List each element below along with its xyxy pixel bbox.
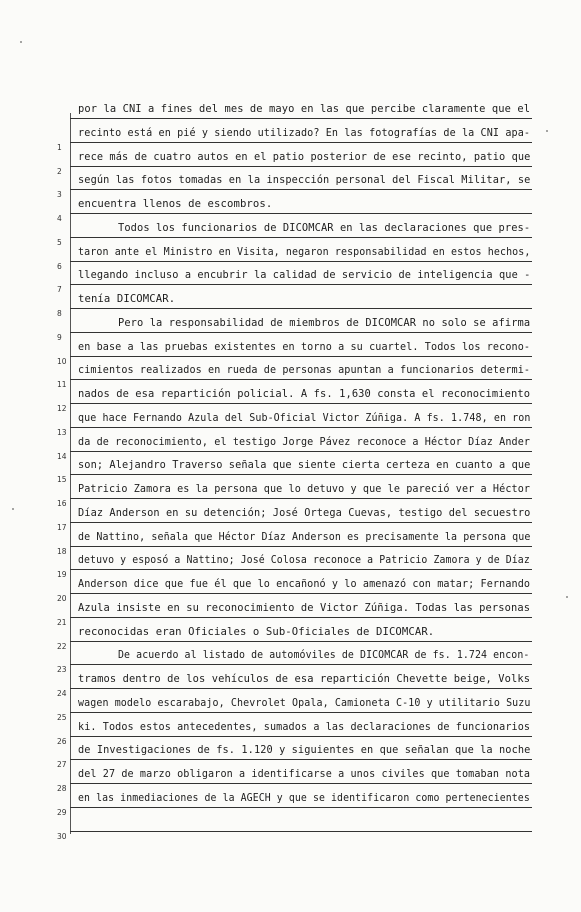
line-text: rece más de cuatro autos en el patio posterior de ese recinto, patio que xyxy=(78,150,531,163)
line-text: según las fotos tomadas en la inspección personal del Fiscal Militar, se xyxy=(78,174,531,187)
line-text: reconocidas eran Oficiales o Sub-Oficiales de DICOMCAR. xyxy=(78,625,435,638)
line-number: 20 xyxy=(57,594,67,603)
line-number: 24 xyxy=(57,689,67,698)
paper-speck xyxy=(566,596,568,598)
line-text: en base a las pruebas existentes en torno a su cuartel. Todos los recono- xyxy=(78,340,531,353)
document-line xyxy=(70,213,532,238)
document-line xyxy=(70,332,532,357)
line-text: Todos los funcionarios de DICOMCAR en las declaraciones que pres- xyxy=(118,221,531,234)
line-number: 14 xyxy=(57,451,67,461)
document-line xyxy=(70,379,532,404)
line-number: 1 xyxy=(57,142,62,152)
line-number: 11 xyxy=(57,380,67,390)
line-number: 21 xyxy=(57,617,67,627)
line-text: da de reconocimiento, el testigo Jorge Pávez reconoce a Héctor Díaz Ander xyxy=(78,435,531,448)
line-number: 12 xyxy=(57,404,67,413)
paper-speck xyxy=(12,508,14,510)
document-line xyxy=(70,593,532,618)
document-line xyxy=(70,355,532,380)
document-line xyxy=(70,260,532,285)
document-line xyxy=(70,165,532,190)
line-text: taron ante el Ministro en Visita, negaron responsabilidad en estos hechos, xyxy=(78,245,531,258)
line-text: de Investigaciones de fs. 1.120 y siguientes en que señalan que la noche xyxy=(78,744,531,757)
document-line xyxy=(70,783,532,808)
line-text: que hace Fernando Azula del Sub-Oficial Victor Zúñiga. A fs. 1.748, en ron xyxy=(78,411,531,424)
line-number: 25 xyxy=(57,712,67,722)
line-number: 5 xyxy=(57,237,62,247)
line-number: 7 xyxy=(57,285,62,295)
line-number: 29 xyxy=(57,807,67,817)
line-text: encuentra llenos de escombros. xyxy=(78,198,273,210)
document-line xyxy=(70,640,532,665)
document-line xyxy=(70,284,532,309)
line-number: 9 xyxy=(57,332,62,342)
line-number: 18 xyxy=(57,546,67,556)
line-text: recinto está en pié y siendo utilizado? En las fotografías de la CNI apa- xyxy=(78,126,531,139)
line-number: 22 xyxy=(57,641,67,651)
line-text: tramos dentro de los vehículos de esa repartición Chevette beige, Volks xyxy=(78,673,531,685)
line-text: en las inmediaciones de la AGECH y que se identificaron como pertenecientes xyxy=(78,791,530,804)
document-line xyxy=(70,807,532,832)
line-number: 8 xyxy=(57,309,62,318)
line-text: De acuerdo al listado de automóviles de DICOMCAR de fs. 1.724 encon- xyxy=(118,649,530,662)
document-line xyxy=(70,735,532,760)
document-line xyxy=(70,118,532,143)
line-number: 26 xyxy=(57,736,67,746)
document-line xyxy=(70,498,532,523)
document-line xyxy=(70,664,532,689)
document-line xyxy=(70,759,532,784)
line-text: Azula insiste en su reconocimiento de Victor Zúñiga. Todas las personas xyxy=(78,601,531,614)
line-number: 23 xyxy=(57,665,67,675)
line-text: Pero la responsabilidad de miembros de DICOMCAR no solo se afirma xyxy=(118,316,531,329)
line-number: 27 xyxy=(57,760,67,770)
document-line xyxy=(70,688,532,713)
document-line xyxy=(70,189,532,214)
line-number: 3 xyxy=(57,190,62,200)
document-line xyxy=(70,569,532,594)
line-number: 28 xyxy=(57,784,67,793)
document-line xyxy=(70,237,532,262)
line-number: 13 xyxy=(57,427,67,437)
line-text: Anderson dice que fue él que lo encañonó y lo amenazó con matar; Fernando xyxy=(78,578,531,590)
document-line xyxy=(70,450,532,475)
line-text: ki. Todos estos antecedentes, sumados a las declaraciones de funcionarios xyxy=(78,720,531,733)
document-line xyxy=(70,94,532,119)
document-line xyxy=(70,403,532,428)
document-line xyxy=(70,427,532,452)
line-text: wagen modelo escarabajo, Chevrolet Opala, Camioneta C-10 y utilitario Suzu xyxy=(78,696,531,709)
line-number: 4 xyxy=(57,214,62,223)
document-line xyxy=(70,712,532,737)
line-text: de Nattino, señala que Héctor Díaz Anderson es precisamente la persona que xyxy=(78,530,531,543)
line-text: Díaz Anderson en su detención; José Ortega Cuevas, testigo del secuestro xyxy=(78,506,531,519)
line-text: llegando incluso a encubrir la calidad de servicio de inteligencia que - xyxy=(78,269,531,282)
line-text: detuvo y esposó a Nattino; José Colosa reconoce a Patricio Zamora y de Díaz xyxy=(78,554,530,567)
line-number: 30 xyxy=(57,831,67,841)
line-number: 19 xyxy=(57,570,67,580)
document-line xyxy=(70,617,532,642)
line-text: nados de esa repartición policial. A fs. 1,630 consta el reconocimiento xyxy=(78,388,531,400)
document-line xyxy=(70,522,532,547)
line-number: 16 xyxy=(57,499,67,508)
line-number: 10 xyxy=(57,356,67,366)
document-line xyxy=(70,308,532,333)
line-number: 2 xyxy=(57,166,62,176)
paper-speck xyxy=(20,41,22,43)
line-text: por la CNI a fines del mes de mayo en las que percibe claramente que el xyxy=(78,103,531,115)
line-number: 6 xyxy=(57,261,62,271)
line-text: son; Alejandro Traverso señala que siente cierta certeza en cuanto a que xyxy=(78,459,531,472)
line-text: cimientos realizados en rueda de personas apuntan a funcionarios determi- xyxy=(78,364,531,377)
line-number: 17 xyxy=(57,522,67,532)
line-text: del 27 de marzo obligaron a identificarse a unos civiles que tomaban nota xyxy=(78,768,531,780)
line-text: Patricio Zamora es la persona que lo detuvo y que le pareció ver a Héctor xyxy=(78,483,531,495)
line-number: 15 xyxy=(57,475,67,485)
paper-speck xyxy=(546,130,548,132)
document-line xyxy=(70,545,532,570)
line-text: tenía DICOMCAR. xyxy=(78,293,176,305)
document-line xyxy=(70,142,532,167)
document-line xyxy=(70,474,532,499)
